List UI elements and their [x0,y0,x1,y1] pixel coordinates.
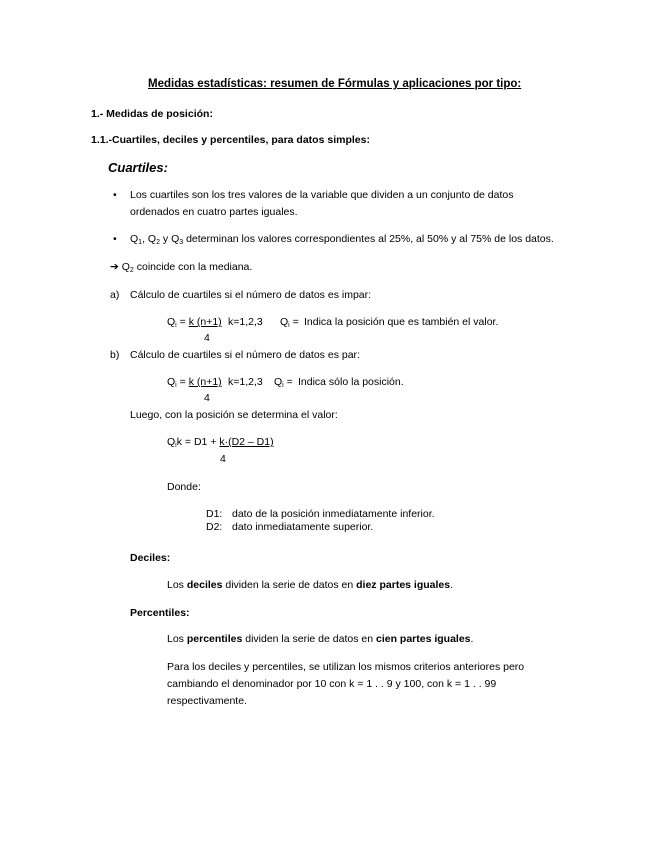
deciles-heading: Deciles: [130,552,171,564]
item-b-text: Cálculo de cuartiles si el número de datos es par: [130,349,360,361]
formula-b-q-sub: i [175,382,177,389]
text-run: . [450,579,454,591]
formula-value [167,436,274,449]
para-line3: respectivamente. [167,695,247,707]
qi-symbol: Q [280,316,289,328]
cuartiles-heading: Cuartiles: [108,160,168,175]
bullet-marker: • [113,233,117,245]
bullet1-line2: ordenados en cuatro partes iguales. [130,206,298,218]
arrow-note [110,261,252,274]
formula-b-denominator: 4 [204,392,210,404]
formula-value-denominator: 4 [220,453,226,465]
luego-text: Luego, con la posición se determina el valor: [130,409,338,421]
formula-value-lhs: k = D1 + [176,436,220,448]
bold-term: cien partes iguales [375,633,471,645]
bold-term: deciles [186,579,223,591]
text-run: dividen la serie de datos en [222,579,357,591]
separator: , [142,233,148,245]
qi-equals: = [289,316,299,328]
percentiles-text [167,633,473,646]
d1-label: D1: [206,508,223,520]
q1-symbol: Q [130,233,139,245]
formula-a-numerator: k (n+1) [188,316,222,328]
qi-subscript: i [282,382,284,389]
separator: y [160,233,172,245]
para-line1: Para los deciles y percentiles, se utilizan los mismos criterios anteriores pero [167,661,525,673]
formula-value-q: Q [167,436,176,448]
text-run: Los [167,579,187,591]
q3-subscript: 3 [179,239,184,246]
page-title: Medidas estadísticas: resumen de Fórmulas y aplicaciones por tipo: [148,78,522,90]
q2-symbol: Q [147,233,157,245]
formula-a-denominator: 4 [204,332,210,344]
section-heading-1-1: 1.1.-Cuartiles, deciles y percentiles, para datos simples: [91,134,370,146]
d2-text: dato inmediatamente superior. [232,521,374,533]
formula-a-qi [280,316,299,329]
formula-value-q-sub: i [175,442,177,449]
section-heading-1: 1.- Medidas de posición: [91,108,213,120]
bold-term: percentiles [186,633,243,645]
d1-text: dato de la posición inmediatamente inferior. [232,508,435,520]
text-run: Los [167,633,187,645]
bullet2-rest: determinan los valores correspondientes al 25%, al 50% y al 75% de los datos. [183,233,554,245]
q1-subscript: 1 [138,239,143,246]
bullet2-text [130,233,554,246]
formula-b-q: Q [167,376,176,388]
formula-b-k-range: k=1,2,3 [228,376,263,388]
para-line2: cambiando el denominador por 10 con k = 1 . . 9 y 100, con k = 1 . . 99 [167,678,497,690]
text-run: dividen la serie de datos en [242,633,376,645]
q2-subscript: 2 [156,239,160,246]
formula-value-numerator: k·(D2 – D1) [219,436,274,448]
bullet-marker: • [113,189,117,201]
formula-b [167,376,222,389]
item-a-text: Cálculo de cuartiles si el número de datos es impar: [130,289,372,301]
formula-b-equals: = [176,376,189,388]
formula-a [167,316,222,329]
donde-label: Donde: [167,481,201,493]
deciles-text [167,579,453,592]
item-a-marker: a) [110,289,120,301]
qi-symbol: Q [274,376,283,388]
formula-a-k-range: k=1,2,3 [228,316,263,328]
formula-a-equals: = [176,316,189,328]
arrow-note-text: coincide con la mediana. [133,261,253,273]
formula-b-numerator: k (n+1) [188,376,222,388]
formula-a-q-sub: i [175,322,177,329]
bullet1-line1: Los cuartiles son los tres valores de la variable que dividen a un conjunto de datos [130,189,514,201]
item-b-marker: b) [110,349,120,361]
formula-b-qi [274,376,293,389]
text-run: . [470,633,474,645]
bold-term: diez partes iguales [356,579,451,591]
qi-equals: = [283,376,293,388]
q3-symbol: Q [171,233,180,245]
arrow-right-icon: ➔ [110,261,119,273]
d2-label: D2: [206,521,223,533]
q2-subscript: 2 [129,267,134,274]
formula-a-q: Q [167,316,176,328]
qi-subscript: i [288,322,290,329]
formula-b-description: Indica sólo la posición. [298,376,404,388]
q2-symbol: Q [121,261,130,273]
percentiles-heading: Percentiles: [130,607,190,619]
formula-a-description: Indica la posición que es también el valor. [304,316,499,328]
